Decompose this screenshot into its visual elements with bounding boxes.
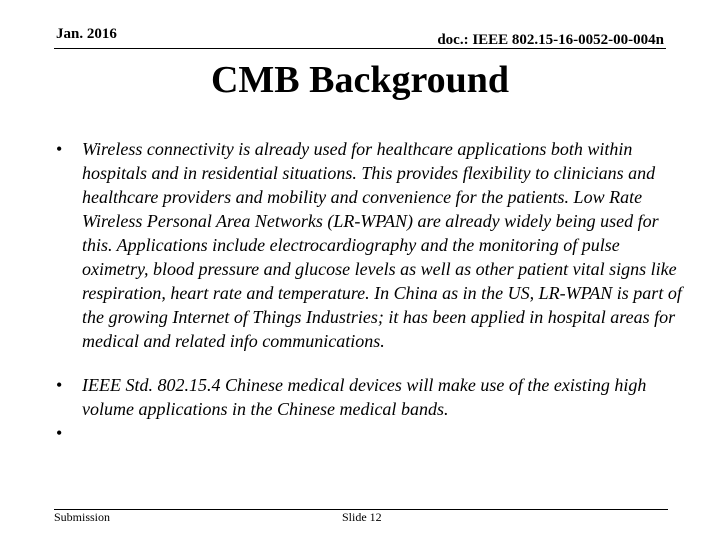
bullet-item-1 <box>56 137 684 353</box>
bullet-item-2 <box>56 373 684 421</box>
bullet-icon: • <box>56 423 63 443</box>
slide-number: Slide 12 <box>342 510 382 524</box>
document-id: doc.: IEEE 802.15-16-0052-00-004n <box>437 32 664 48</box>
header-date: Jan. 2016 <box>56 26 117 42</box>
bullet-text: IEEE Std. 802.15.4 Chinese medical devices will make use of the existing high volume applications in the Chinese medical bands. <box>82 375 647 419</box>
bullet-item-3 <box>56 421 684 445</box>
bullet-icon: • <box>56 139 63 159</box>
bullet-text: Wireless connectivity is already used for healthcare applications both within hospitals and in residential situations. This provides flexibility to clinicians and healthcare providers and mobility and convenience for the patients. Low Rate Wireless Personal Area Networks (LR-WPAN) are already widely being used for this. Applications include electrocardiography and the monitoring of pulse oximetry, blood pressure and glucose levels as well as other patient vital signs like respiration, heart rate and temperature. In China as in the US, LR-WPAN is part of the growing Internet of Things Industries; it has been applied in hospital areas for medical and related info communications. <box>82 139 682 351</box>
slide-title: CMB Background <box>210 59 510 101</box>
header-divider <box>54 48 666 49</box>
footer-submission: Submission <box>54 510 111 524</box>
bullet-list <box>56 137 684 445</box>
bullet-icon: • <box>56 375 63 395</box>
